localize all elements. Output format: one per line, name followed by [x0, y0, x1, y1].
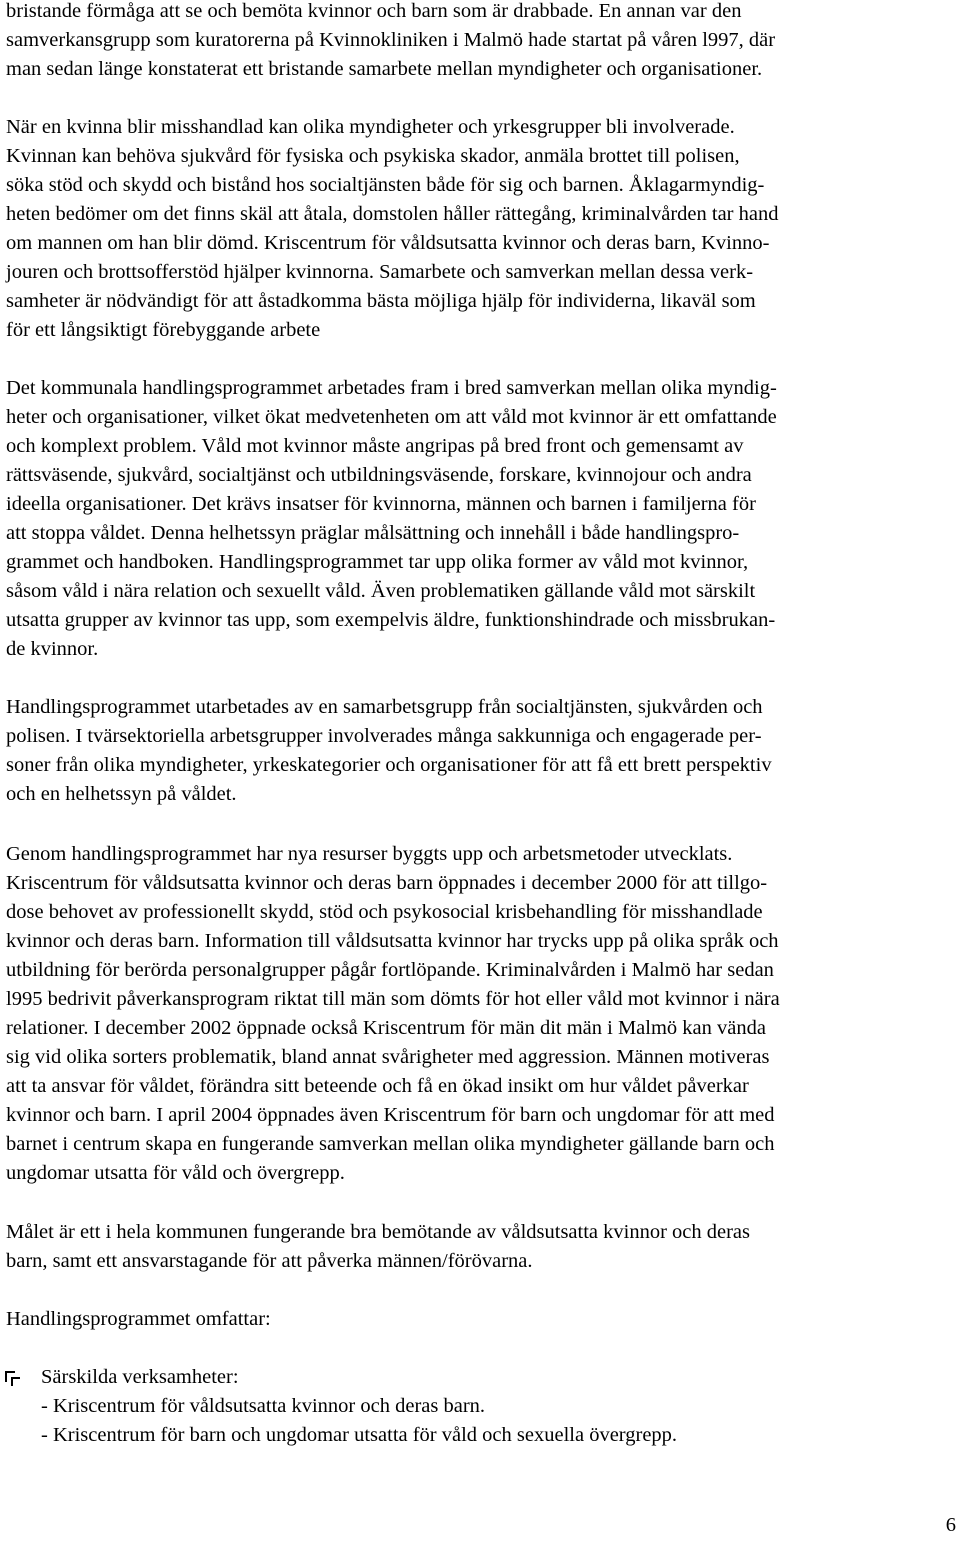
list-heading: Särskilda verksamheter: — [41, 1366, 239, 1388]
paragraph-line: Målet är ett i hela kommunen fungerande bra bemötande av våldsutsatta kvinnor och deras — [6, 1221, 751, 1243]
paragraph-line: de kvinnor. — [6, 638, 99, 660]
paragraph-line: ungdomar utsatta för våld och övergrepp. — [6, 1162, 345, 1184]
paragraph-line: söka stöd och skydd och bistånd hos socialtjänsten både för sig och barnen. Åklagarmyndig- — [6, 174, 765, 196]
paragraph-line: rättsväsende, sjukvård, socialtjänst och utbildningsväsende, forskare, kvinnojour och andra — [6, 464, 752, 486]
paragraph-line: samheter är nödvändigt för att åstadkomma bästa möjliga hjälp för individerna, likaväl som — [6, 290, 756, 312]
paragraph-line: samverkansgrupp som kuratorerna på Kvinnokliniken i Malmö hade startat på våren l997, där — [6, 29, 776, 51]
paragraph-line: barn, samt ett ansvarstagande för att påverka männen/förövarna. — [6, 1250, 533, 1272]
paragraph-line: Kriscentrum för våldsutsatta kvinnor och deras barn öppnades i december 2000 för att tillgo- — [6, 872, 768, 894]
list-item: - Kriscentrum för barn och ungdomar utsatta för våld och sexuella övergrepp. — [41, 1424, 678, 1446]
paragraph-line: om mannen om han blir dömd. Kriscentrum för våldsutsatta kvinnor och deras barn, Kvinno- — [6, 232, 770, 254]
page-number: 6 — [945, 1514, 956, 1536]
paragraph-line: och en helhetssyn på våldet. — [6, 783, 237, 805]
paragraph-line: att stoppa våldet. Denna helhetssyn präglar målsättning och innehåll i både handlingspro- — [6, 522, 740, 544]
paragraph-line: Handlingsprogrammet utarbetades av en samarbetsgrupp från socialtjänsten, sjukvården och — [6, 696, 763, 718]
paragraph-line: utbildning för berörda personalgrupper pågår fortlöpande. Kriminalvården i Malmö har sedan — [6, 959, 774, 981]
paragraph-line: såsom våld i nära relation och sexuellt våld. Även problematiken gällande våld mot särskilt — [6, 580, 756, 602]
paragraph-line: sig vid olika sorters problematik, bland annat svårigheter med aggression. Männen motiveras — [6, 1046, 770, 1068]
paragraph-line: barnet i centrum skapa en fungerande samverkan mellan olika myndigheter gällande barn och — [6, 1133, 775, 1155]
paragraph-line: Kvinnan kan behöva sjukvård för fysiska och psykiska skador, anmäla brottet till polisen, — [6, 145, 740, 167]
paragraph-line: för ett långsiktigt förebyggande arbete — [6, 319, 321, 341]
paragraph-line: relationer. I december 2002 öppnade också Kriscentrum för män dit män i Malmö kan vända — [6, 1017, 766, 1039]
paragraph-line: Det kommunala handlingsprogrammet arbetades fram i bred samverkan mellan olika myndig- — [6, 377, 777, 399]
paragraph-line: jouren och brottsofferstöd hjälper kvinnorna. Samarbete och samverkan mellan dessa verk- — [6, 261, 754, 283]
paragraph-line: ideella organisationer. Det krävs insatser för kvinnorna, männen och barnen i familjerna för — [6, 493, 756, 515]
list-item: - Kriscentrum för våldsutsatta kvinnor och deras barn. — [41, 1395, 486, 1417]
paragraph-line: och komplext problem. Våld mot kvinnor måste angripas på bred front och gemensamt av — [6, 435, 744, 457]
checkbox-bullet-icon — [5, 1371, 15, 1382]
paragraph-line: Genom handlingsprogrammet har nya resurser byggts upp och arbetsmetoder utvecklats. — [6, 843, 733, 865]
paragraph-line: heter och organisationer, vilket ökat medvetenheten om att våld mot kvinnor är ett omfattande — [6, 406, 777, 428]
paragraph-line: polisen. I tvärsektoriella arbetsgrupper involverades många sakkunniga och engagerade per- — [6, 725, 762, 747]
paragraph-line: När en kvinna blir misshandlad kan olika myndigheter och yrkesgrupper bli involverade. — [6, 116, 735, 138]
paragraph-line: heten bedömer om det finns skäl att åtala, domstolen håller rättegång, kriminalvården tar hand — [6, 203, 779, 225]
paragraph-line: soner från olika myndigheter, yrkeskategorier och organisationer för att få ett brett perspektiv — [6, 754, 772, 776]
paragraph-line: kvinnor och deras barn. Information till våldsutsatta kvinnor har trycks upp på olika språk och — [6, 930, 779, 952]
paragraph-line: utsatta grupper av kvinnor tas upp, som exempelvis äldre, funktionshindrade och missbrukan- — [6, 609, 776, 631]
paragraph-line: kvinnor och barn. I april 2004 öppnades även Kriscentrum för barn och ungdomar för att med — [6, 1104, 775, 1126]
paragraph-line: att ta ansvar för våldet, förändra sitt beteende och få en ökad insikt om hur våldet påverkar — [6, 1075, 749, 1097]
paragraph-line: l995 bedrivit påverkansprogram riktat till män som dömts för hot eller våld mot kvinnor i nära — [6, 988, 780, 1010]
paragraph-line: grammet och handboken. Handlingsprogrammet tar upp olika former av våld mot kvinnor, — [6, 551, 749, 573]
paragraph-line: bristande förmåga att se och bemöta kvinnor och barn som är drabbade. En annan var den — [6, 0, 742, 22]
paragraph-line: dose behovet av professionellt skydd, stöd och psykosocial krisbehandling för misshandlade — [6, 901, 763, 923]
paragraph-line: man sedan länge konstaterat ett bristande samarbete mellan myndigheter och organisationer. — [6, 58, 763, 80]
paragraph-line: Handlingsprogrammet omfattar: — [6, 1308, 271, 1330]
